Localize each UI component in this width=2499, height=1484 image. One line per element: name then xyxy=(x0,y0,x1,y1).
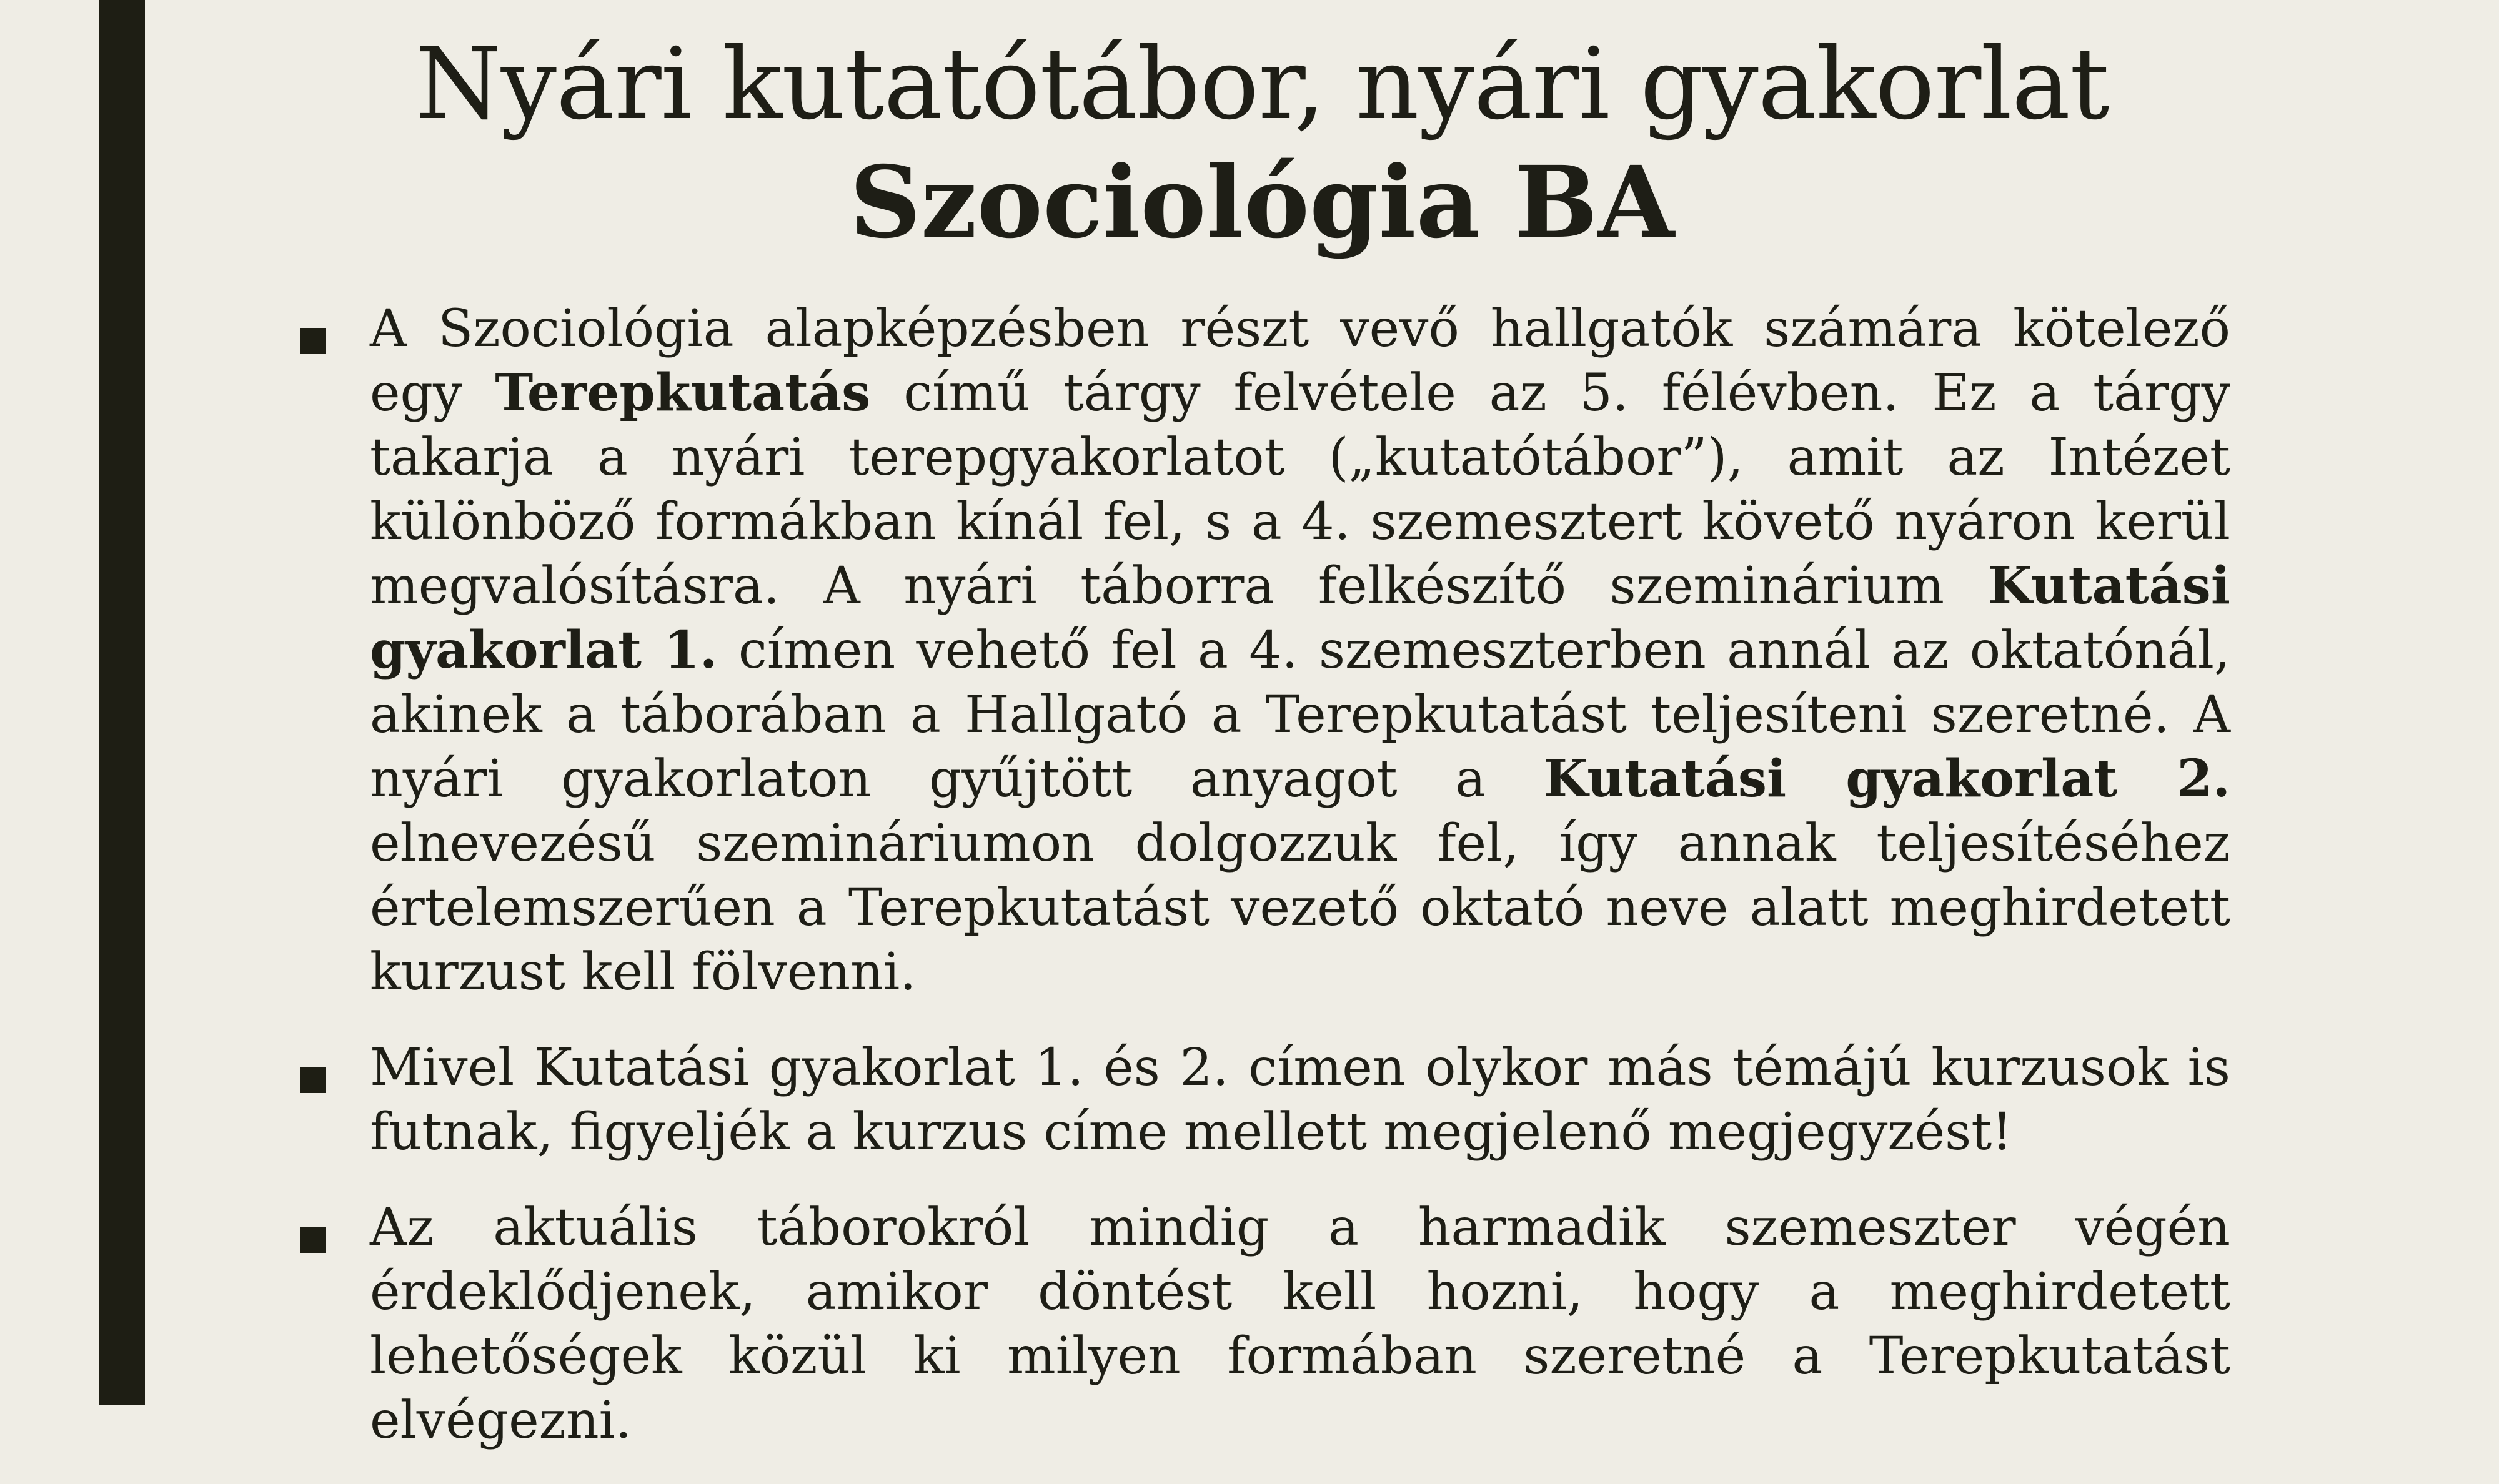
bold-term-terepkutatas: Terepkutatás xyxy=(495,363,871,423)
slide-title xyxy=(325,25,2199,262)
bullet-item xyxy=(300,1036,2230,1164)
bold-term-kutatasi-gyakorlat-2: Kutatási gyakorlat 2. xyxy=(1543,749,2230,809)
square-bullet-icon xyxy=(300,1227,326,1253)
bullet-text-segment: című tárgy felvétele az 5. félévben. Ez a tárgy takarja a nyári terepgyakorlatot („kutatótábor”), amit az Intézet különböző formákban kínál fel, s a 4. szemesztert követő nyáron kerül megvalósításra. A nyári táborra felkészítő szeminárium xyxy=(370,364,2230,616)
title-line-1: Nyári kutatótábor, nyári gyakorlat xyxy=(415,27,2109,142)
bullet-text-segment: címen vehető fel a 4. szemeszterben annál az oktatónál, akinek a táborában a Hallgató a Terepkutatást teljesíteni szeretné. A nyári gyakorlaton gyűjtött anyagot a xyxy=(370,621,2230,809)
bullet-text-segment: A Szociológia alapképzésben részt vevő hallgatók számára kötelező egy xyxy=(370,299,2230,423)
square-bullet-icon xyxy=(300,1067,326,1093)
bullet-item xyxy=(300,297,2230,1004)
bullet-text: Az aktuális táborokról mindig a harmadik szemeszter végén érdeklődjenek, amikor döntést kell hozni, hogy a meghirdetett lehetőségek közül ki milyen formában szeretné a Terepkutatást elvégezni. xyxy=(370,1198,2230,1450)
bullet-text: Mivel Kutatási gyakorlat 1. és 2. címen olykor más témájú kurzusok is futnak, figyeljék a kurzus címe mellett megjelenő megjegyzést! xyxy=(370,1038,2230,1162)
bold-term-kutatasi-gyakorlat-1: Kutatási gyakorlat 1. xyxy=(370,556,2230,680)
left-accent-bar xyxy=(99,0,145,1405)
title-line-2: Szociológia BA xyxy=(849,145,1675,260)
bullet-item xyxy=(300,1195,2230,1453)
bullet-list xyxy=(300,297,2230,1484)
square-bullet-icon xyxy=(300,328,326,354)
bullet-text xyxy=(370,297,2230,1004)
bullet-text-segment: elnevezésű szemináriumon dolgozzuk fel, így annak teljesítéséhez értelemszerűen a Terepkutatást vezető oktató neve alatt meghirdetett kurzust kell fölvenni. xyxy=(370,814,2230,1002)
